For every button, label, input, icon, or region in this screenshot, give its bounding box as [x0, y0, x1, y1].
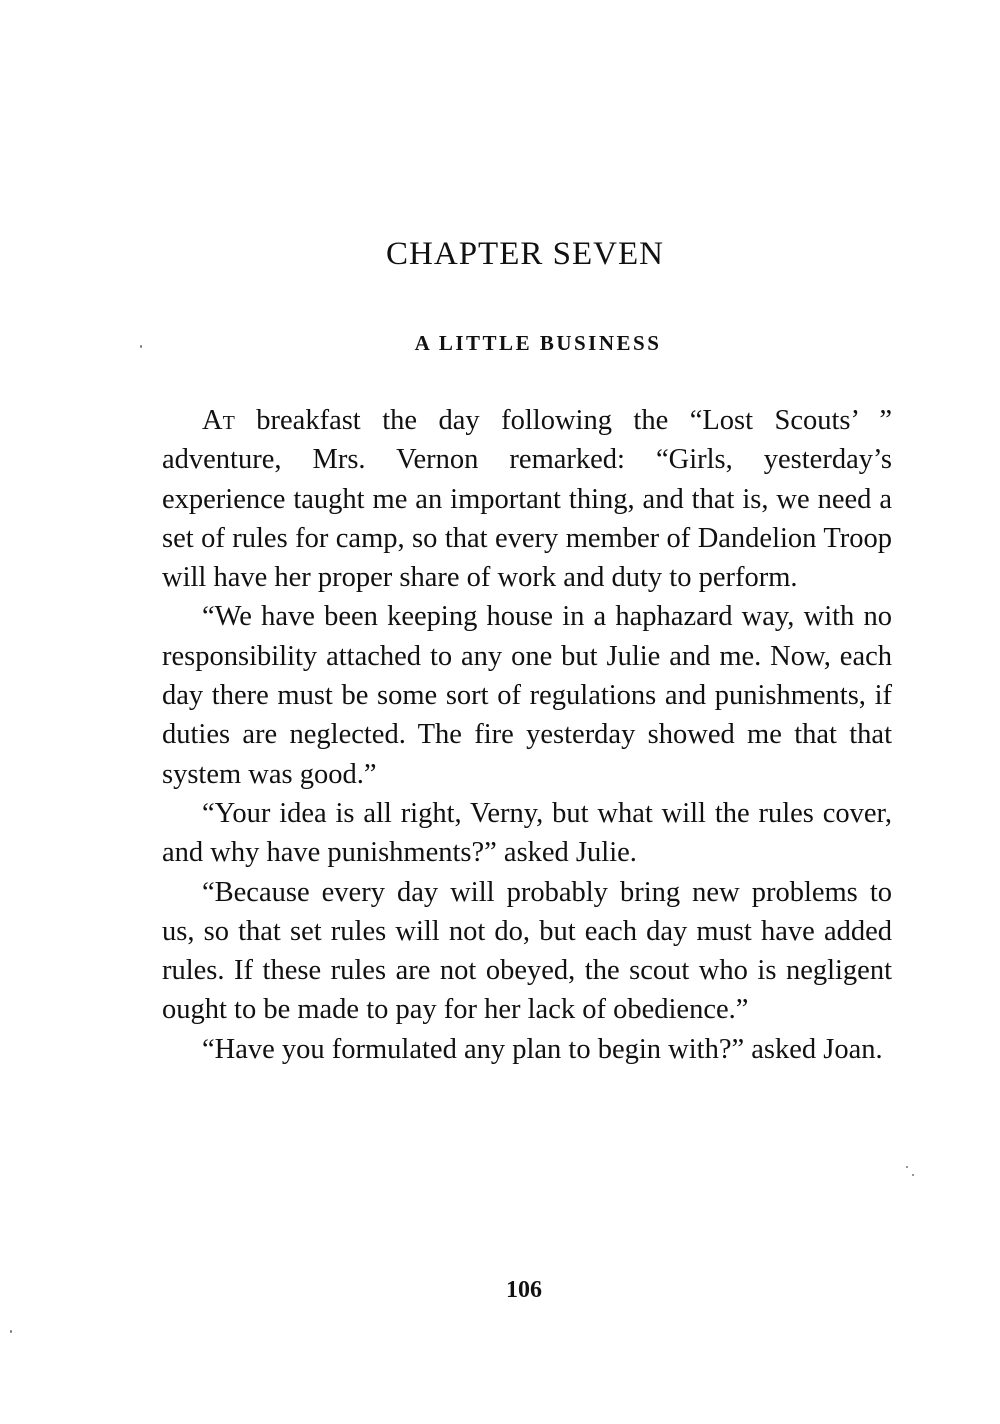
paragraph: “Because every day will probably bring new problems to us, so that set rules will not do, but each day must have added rules. If these rules are not obeyed, the scout who is negligent ought to be made to pay for her lack of obedience.” [162, 876, 892, 1026]
chapter-subtitle: A LITTLE BUSINESS [414, 331, 662, 355]
paragraph-lead-word: At [202, 405, 235, 436]
scan-speck [906, 1166, 908, 1168]
chapter-body [162, 401, 892, 1069]
scan-speck [912, 1174, 914, 1176]
page-number: 106 [506, 1277, 542, 1303]
paragraph [162, 401, 892, 597]
paragraph-text: breakfast the day following the “Lost Scouts’ ” adventure, Mrs. Vernon remarked: “Girls, yesterday’s experience taught me an important thing, and that is, we need a set of rules for camp, so that every member of Dandelion Troop will have her proper share of work and duty to perform. [162, 405, 892, 594]
scan-speck [140, 345, 142, 348]
paragraph: “Have you formulated any plan to begin with?” asked Joan. [202, 1033, 883, 1065]
paragraph: “Your idea is all right, Verny, but what will the rules cover, and why have punishments?” asked Julie. [162, 797, 892, 869]
chapter-heading: CHAPTER SEVEN [386, 236, 664, 272]
scan-speck [10, 1330, 12, 1333]
paragraph: “We have been keeping house in a haphazard way, with no responsibility attached to any one but Julie and me. Now, each day there must be some sort of regulations and punishments, if duties are neglected. The fire yesterday showed me that that system was good.” [162, 601, 892, 790]
